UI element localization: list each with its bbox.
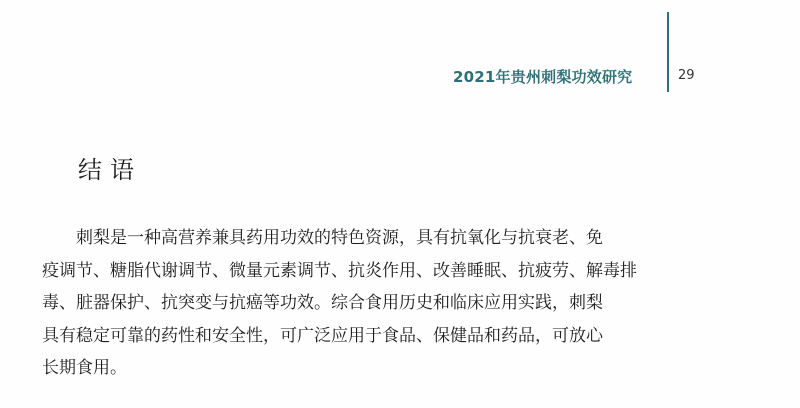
- running-header-title: 2021年贵州刺梨功效研究: [453, 68, 633, 86]
- conclusion-paragraph: [42, 222, 702, 385]
- paragraph-line: 毒、脏器保护、抗突变与抗癌等功效。综合食用历史和临床应用实践，刺梨: [42, 293, 603, 313]
- page-number: 29: [678, 68, 695, 83]
- paragraph-line: 长期食用。: [42, 358, 127, 378]
- section-heading: 结语: [78, 156, 142, 184]
- paragraph-line: 刺梨是一种高营养兼具药用功效的特色资源，具有抗氧化与抗衰老、免: [42, 228, 603, 248]
- paragraph-line: 疫调节、糖脂代谢调节、微量元素调节、抗炎作用、改善睡眠、抗疲劳、解毒排: [42, 260, 637, 281]
- paragraph-line: 具有稳定可靠的药性和安全性，可广泛应用于食品、保健品和药品，可放心: [42, 325, 603, 346]
- header-divider-rule: [667, 12, 669, 92]
